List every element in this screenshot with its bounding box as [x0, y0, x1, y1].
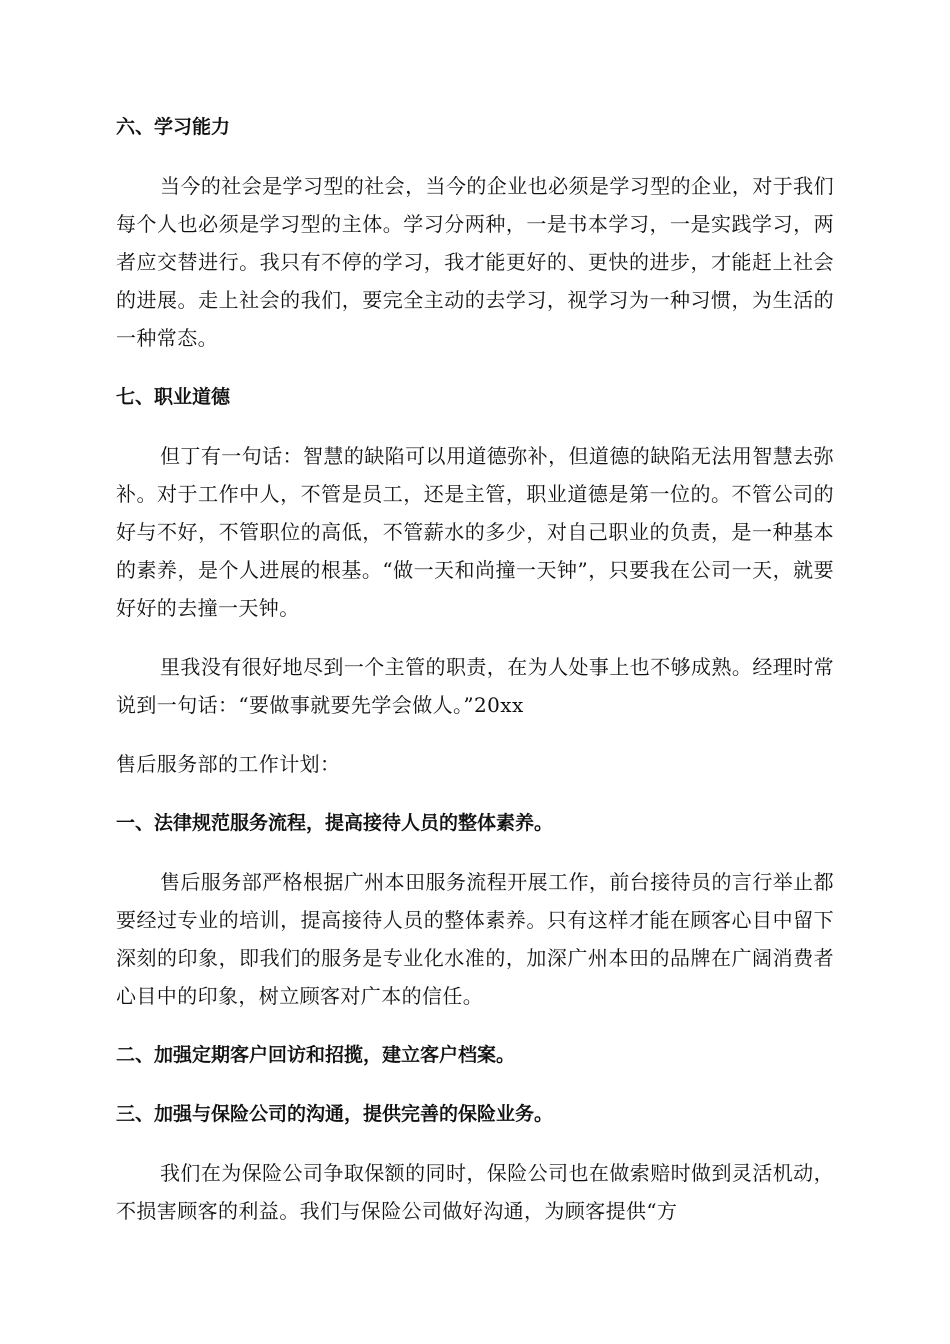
section-heading-service-process: 一、法律规范服务流程，提高接待人员的整体素养。 — [116, 812, 554, 834]
paragraph-self-reflection: 里我没有很好地尽到一个主管的职责，在为人处事上也不够成熟。经理时常说到一句话：“要做事就要先学会做人。”20xx — [116, 655, 834, 717]
section-heading-learning-ability: 六、学习能力 — [116, 116, 231, 138]
section-heading-customer-followup: 二、加强定期客户回访和招揽，建立客户档案。 — [116, 1044, 516, 1066]
paragraph-learning: 当今的社会是学习型的社会，当今的企业也必须是学习型的企业，对于我们每个人也必须是学习型的主体。学习分两种，一是书本学习，一是实践学习，两者应交替进行。我只有不停的学习，我才能更好的、更快的进步，才能赶上社会的进展。走上社会的我们，要完全主动的去学习，视学习为一种习惯，为生活的一种常态。 — [116, 174, 834, 350]
paragraph-service-process: 售后服务部严格根据广州本田服务流程开展工作，前台接待员的言行举止都要经过专业的培训，提高接待人员的整体素养。只有这样才能在顾客心目中留下深刻的印象，即我们的服务是专业化水准的，加深广州本田的品牌在广阔消费者心目中的印象，树立顾客对广本的信任。 — [116, 870, 834, 1008]
after-sales-plan-title: 售后服务部的工作计划： — [116, 752, 341, 776]
paragraph-ethics: 但丁有一句话：智慧的缺陷可以用道德弥补，但道德的缺陷无法用智慧去弥补。对于工作中人，不管是员工，还是主管，职业道德是第一位的。不管公司的好与不好，不管职位的高低，不管薪水的多少，对自己职业的负责，是一种基本的素养，是个人进展的根基。“做一天和尚撞一天钟”，只要我在公司一天，就要好好的去撞一天钟。 — [116, 444, 834, 620]
section-heading-professional-ethics: 七、职业道德 — [116, 386, 231, 408]
paragraph-insurance: 我们在为保险公司争取保额的同时，保险公司也在做索赔时做到灵活机动，不损害顾客的利益。我们与保险公司做好沟通，为顾客提供“方 — [116, 1161, 834, 1223]
document-page — [116, 108, 834, 1251]
section-heading-insurance: 三、加强与保险公司的沟通，提供完善的保险业务。 — [116, 1103, 554, 1125]
